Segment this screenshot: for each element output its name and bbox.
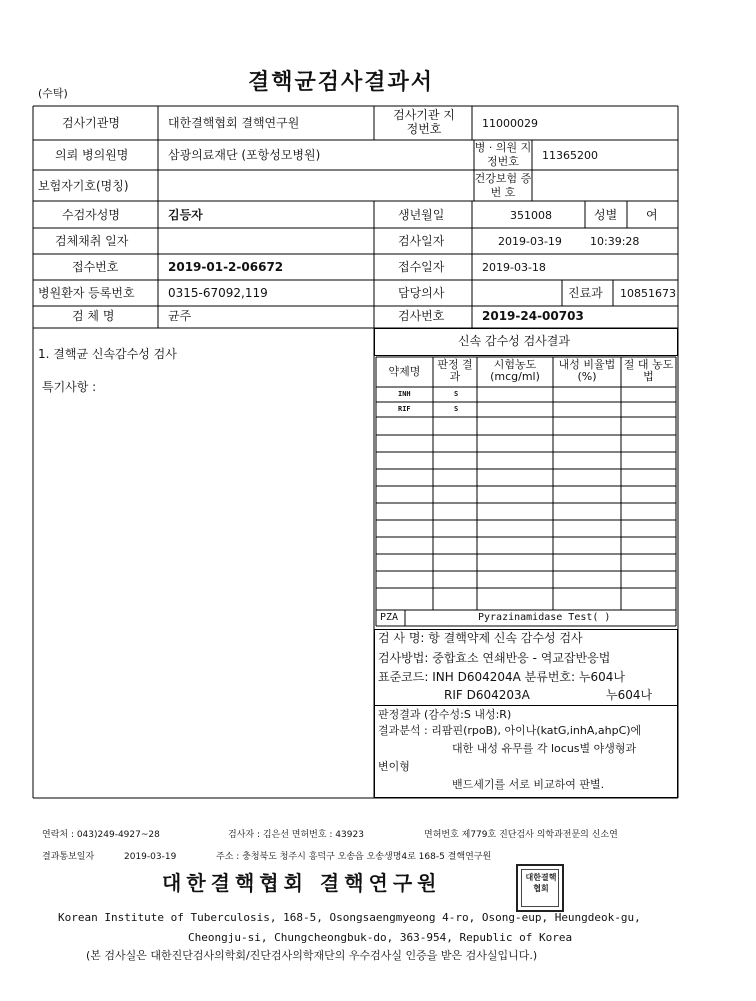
footer-address: 주소 : 충청북도 청주시 흥덕구 오송읍 오송생명4로 168-5 결핵연구원 [216, 852, 492, 862]
req-label: 의뢰 병의원명 [55, 148, 129, 162]
pza-value: Pyrazinamidase Test( ) [478, 612, 611, 623]
method-code-2a: RIF D604203A [444, 688, 530, 702]
footer-contact: 연락처 : 043)249-4927~28 [42, 830, 160, 840]
patient-no-label: 병원환자 등록번호 [38, 286, 135, 300]
analysis-line-1: 결과분석 : 리팜핀(rpoB), 아이나(katG,inhA,ahpC)에 [378, 724, 642, 737]
receipt-date-label: 접수일자 [398, 260, 445, 274]
test-date-value: 2019-03-19 [498, 235, 562, 248]
receipt-no-value: 2019-01-2-06672 [168, 260, 284, 274]
footer-examiner: 검사자 : 김은선 면허번호 : 43923 [228, 830, 364, 840]
footer-license: 면허번호 제779호 진단검사 의학과전문의 신소연 [424, 830, 618, 840]
footer-english-1: Korean Institute of Tuberculosis, 168-5, Osongsaengmyeong 4-ro, Osong-eup, Heungdeok-gu, [58, 911, 641, 924]
test-date-label: 검사일자 [398, 234, 445, 248]
col-header-drug: 약제명 [388, 365, 421, 378]
result-table-title: 신속 감수성 검사결과 [458, 334, 570, 348]
receipt-date-value: 2019-03-18 [482, 261, 546, 274]
page-title: 결핵균검사결과서 [248, 70, 435, 95]
analysis-line-3: 변이형 [378, 760, 410, 773]
sex-label: 성별 [594, 208, 618, 222]
footer-report-date-label: 결과통보일자 [42, 852, 95, 862]
receipt-no-label: 접수번호 [72, 260, 119, 274]
dob-label: 생년월일 [398, 208, 445, 222]
collect-label: 검체채취 일자 [55, 234, 129, 248]
specimen-label: 검 체 명 [72, 309, 115, 323]
row-drug-rif: RIF [398, 405, 411, 413]
inst-code-label: 검사기관 지정번호 [393, 108, 455, 136]
special-notes-label: 특기사항 : [42, 380, 97, 394]
insurer-label: 보험자기호(명칭) [38, 179, 129, 193]
inst-label: 검사기관명 [62, 116, 120, 130]
req-value: 삼광의료재단 (포항성모병원) [168, 148, 321, 162]
analysis-line-2: 대한 내성 유무를 각 locus별 야생형과 [452, 742, 637, 755]
row-judge-rif: S [454, 405, 459, 413]
inst-code-value: 11000029 [482, 117, 538, 130]
health-label: 건강보험 증 번 호 [474, 172, 532, 199]
subject-value: 김등자 [168, 208, 203, 222]
method-procedure: 검사방법: 중합효소 연쇄반응 - 역교잡반응법 [378, 651, 611, 665]
footer-org-name: 대한결핵협회 결핵연구원 [162, 871, 442, 895]
row-judge-inh: S [454, 390, 459, 398]
method-name: 검 사 명: 항 결핵약제 신속 감수성 검사 [378, 631, 583, 645]
pza-label: PZA [380, 612, 399, 623]
judge-legend: 판정결과 (감수성:S 내성:R) [378, 708, 512, 721]
method-code-2b: 누604나 [606, 688, 653, 702]
req-code-value: 11365200 [542, 149, 598, 162]
footer-english-2: Cheongju-si, Chungcheongbuk-do, 363-954, Republic of Korea [188, 931, 573, 944]
method-code-1: 표준코드: INH D604204A 분류번호: 누604나 [378, 670, 625, 684]
test-no-label: 검사번호 [398, 309, 445, 323]
col-header-judge: 판정 결과 [437, 358, 473, 383]
footer-report-date: 2019-03-19 [124, 852, 177, 862]
row-drug-inh: INH [398, 390, 411, 398]
dept-label: 진료과 [568, 286, 603, 300]
dept-value: 10851673 [620, 287, 676, 300]
analysis-line-4: 밴드세기를 서로 비교하여 판별. [452, 778, 605, 791]
col-header-ratio: 내성 비율법(%) [558, 358, 616, 383]
sex-value: 여 [646, 208, 658, 222]
copy-label: (수탁) [38, 87, 68, 100]
req-code-label: 병 · 의원 지정번호 [474, 141, 532, 168]
col-header-conc: 시험농도 (mcg/ml) [490, 358, 540, 383]
seal-text: 대한결핵협회 [525, 873, 557, 893]
inst-value: 대한결핵협회 결핵연구원 [168, 116, 300, 130]
col-header-abs: 절 대 농도법 [623, 358, 674, 383]
subject-label: 수검자성명 [62, 208, 120, 222]
patient-no-value: 0315-67092,119 [168, 286, 268, 300]
specimen-value: 균주 [168, 309, 192, 323]
test-item-1: 1. 결핵균 신속감수성 검사 [38, 347, 177, 361]
test-no-value: 2019-24-00703 [482, 309, 584, 323]
test-time-value: 10:39:28 [590, 235, 640, 248]
footer-certification: (본 검사실은 대한진단검사의학회/진단검사의학재단의 우수검사실 인증을 받은 검사실입니다.) [86, 949, 538, 962]
dob-value: 351008 [510, 209, 552, 222]
org-seal [516, 864, 564, 912]
doctor-label: 담당의사 [398, 286, 445, 300]
